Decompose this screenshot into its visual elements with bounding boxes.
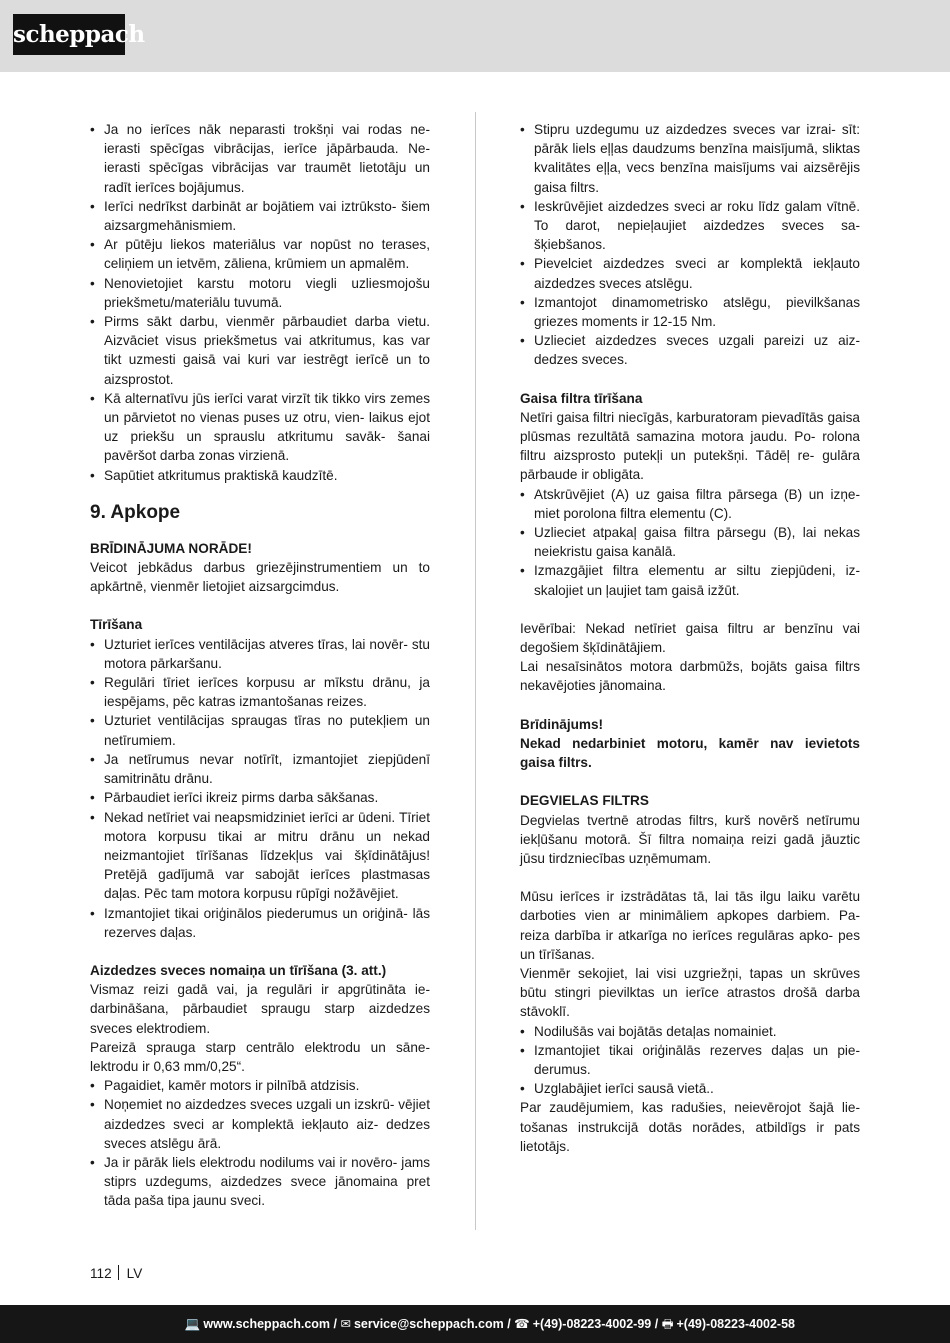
language-code: LV — [126, 1266, 143, 1281]
list-item: • Kā alternatīvu jūs ierīci varat virzīt tik tikko virs zemes un pārvietot no vienas puses uz otru, vien- laikus ejot uz priekšu un sprauslu atkritumu savāk- šanai pavēršot darba zonas virzienā. — [90, 389, 430, 466]
page-footer: 💻 www.scheppach.com / ✉ service@scheppach.com / ☎ +(49)-08223-4002-99 / 🖶 +(49)-08223-4002-58 — [0, 1305, 950, 1343]
fuel-filter-text: Degvielas tvertnē atrodas filtrs, kurš novērš netīrumu iekļūšanu motorā. Šī filtra nomaiņa reizi gadā jāuztic jūsu tirdzniecības uzņēmumam. — [520, 812, 860, 866]
list-item: • Ierīci nedrīkst darbināt ar bojātiem vai iztrūksto- šiem aizsargmehānismiem. — [90, 197, 430, 235]
air-filter-heading: Gaisa filtra tīrīšana — [520, 390, 643, 406]
list-item: • Nodilušās vai bojātās detaļas nomainiet. — [520, 1022, 860, 1041]
list-item: • Izmantojiet tikai oriģinālās rezerves daļas un pie- derumus. — [520, 1041, 860, 1079]
cleaning-bullet-list — [90, 635, 430, 942]
maintenance-text-2: Vienmēr sekojiet, lai visi uzgriežņi, tapas un skrūves būtu stingri pievilktas un ierīce atrastos drošā darba stāvoklī. — [520, 965, 860, 1020]
list-item: • Ja ir pārāk liels elektrodu nodilums vai ir novēro- jams stiprs uzdegums, aizdedzes svece jānomaina pret tāda paša tipa jaunu sveci. — [90, 1153, 430, 1211]
list-item: • Stipru uzdegumu uz aizdedzes sveces var izrai- sīt: pārāk liels eļļas daudzums benzīna maisījumā, sliktas kvalitātes eļļa, vecs benzīna maisījums vai aizsērējis gaisa filtrs. — [520, 120, 860, 197]
note-text: Ievērībai: Nekad netīriet gaisa filtru ar benzīnu vai degošiem šķīdinātājiem. — [520, 620, 860, 656]
list-item: • Noņemiet no aizdedzes sveces uzgali un izskrū- vējiet aizdedzes sveci ar komplektā iekļauto aiz- dedzes sveces atslēgu ārā. — [90, 1095, 430, 1153]
footer-fax: +(49)-08223-4002-58 — [676, 1317, 795, 1331]
list-item: • Regulāri tīriet ierīces korpusu ar mīkstu drānu, ja iespējams, pēc katras izmantošanas reizes. — [90, 673, 430, 711]
list-item: • Izmantojiet tikai oriģinālos piederumus un oriģinā- lās rezerves daļas. — [90, 904, 430, 942]
page-number: 112 — [90, 1266, 112, 1281]
list-item: • Ja no ierīces nāk neparasti trokšņi vai rodas ne- ierasti spēcīgas vibrācijas, ierīce jāpārbauda. Ne- ierasti spēcīgas vibrācijas var traumēt lietotāju un radīt ierīces bojājumus. — [90, 120, 430, 197]
footer-email[interactable]: service@scheppach.com — [353, 1317, 504, 1331]
maintenance-text: Mūsu ierīces ir izstrādātas tā, lai tās ilgu laiku varētu darboties vien ar minimāliem apkopes darbiem. Pa- reiza darbība ir atkarīga no ierīces regulāras apko- pes un tīrīšanas. — [520, 889, 860, 962]
list-item: • Uzturiet ierīces ventilācijas atveres tīras, lai novēr- stu motora pārkaršanu. — [90, 635, 430, 673]
list-item: • Pievelciet aizdedzes sveci ar komplektā iekļauto aizdedzes sveces atslēgu. — [520, 254, 860, 292]
cleaning-heading: Tīrīšana — [90, 617, 143, 633]
list-item: • Ar pūtēju liekos materiālus var nopūst no terases, celiņiem un ietvēm, zāliena, krūmiem un apmalēm. — [90, 235, 430, 273]
list-item: • Ieskrūvējiet aizdedzes sveci ar roku līdz galam vītnē. To darot, nepieļaujiet aizdedzes sveces sa- šķiebšanos. — [520, 197, 860, 255]
maintenance-bullet-list — [520, 1022, 860, 1099]
warning-heading: BRĪDINĀJUMA NORĀDE! — [90, 540, 252, 556]
list-item: • Uzturiet ventilācijas spraugas tīras no putekļiem un netīrumiem. — [90, 711, 430, 749]
list-item: • Pagaidiet, kamēr motors ir pilnībā atdzisis. — [90, 1076, 430, 1095]
list-item: • Uzlieciet aizdedzes sveces uzgali pareizi uz aiz- dedzes sveces. — [520, 331, 860, 369]
spark-plug-heading: Aizdedzes sveces nomaiņa un tīrīšana (3. att.) — [90, 962, 387, 978]
list-item: • Sapūtiet atkritumus praktiskā kaudzītē. — [90, 466, 430, 485]
page-number-block — [90, 1265, 142, 1281]
spark-plug-bullet-list — [90, 1076, 430, 1210]
list-item: • Nenovietojiet karstu motoru viegli uzliesmojošu priekšmetu/materiālu tuvumā. — [90, 274, 430, 312]
footer-phone: +(49)-08223-4002-99 — [532, 1317, 652, 1331]
warning-heading-2: Brīdinājums! — [520, 716, 604, 732]
footer-website[interactable]: www.scheppach.com — [203, 1317, 331, 1331]
spark-plug-gap-text: Pareizā sprauga starp centrālo elektrodu un sāne- lektrodu ir 0,63 mm/0,25“. — [90, 1039, 430, 1074]
note-text-2: Lai nesaīsinātos motora darbmūžs, bojāts gaisa filtrs nekavējoties jānomaina. — [520, 659, 860, 694]
air-filter-bullet-list — [520, 485, 860, 600]
list-item: • Atskrūvējiet (A) uz gaisa filtra pārsega (B) un izņe- miet porolona filtra elementu (C). — [520, 485, 860, 523]
list-item: • Uzlieciet atpakaļ gaisa filtra pārsegu (B), lai nekas neiekristu gaisa kanālā. — [520, 523, 860, 561]
phone-icon: ☎ — [514, 1317, 530, 1331]
warning-text: Veicot jebkādus darbus griezējinstrumentiem un to apkārtnē, vienmēr lietojiet aizsargcimdus. — [90, 560, 430, 595]
section-title: 9. Apkope — [90, 501, 181, 523]
air-filter-text: Netīri gaisa filtri niecīgās, karburatoram pievadītās gaisa plūsmas rezultātā samazina motora jaudu. Po- rolona filtru aizsprosto putekļi un putekšņi. Tādēļ re- gulāra pārbaude ir obligāta. — [520, 409, 860, 483]
spark-plug-text: Vismaz reizi gadā vai, ja regulāri ir apgrūtināta ie- darbināšana, pārbaudiet spraugu starp aizdedzes sveces elektrodiem. — [90, 982, 430, 1036]
column-divider — [475, 112, 476, 1230]
warning-text-2: Nekad nedarbiniet motoru, kamēr nav ievietots gaisa filtrs. — [520, 735, 860, 771]
list-item: • Uzglabājiet ierīci sausā vietā.. — [520, 1079, 860, 1098]
intro-bullet-list — [90, 120, 430, 485]
page-header — [0, 0, 950, 72]
computer-icon: 💻 — [184, 1317, 201, 1331]
brand-logo: scheppach — [13, 14, 125, 55]
mail-icon: ✉ — [340, 1317, 351, 1331]
spark-plug-bullet-list-cont — [520, 120, 860, 370]
list-item: • Izmantojot dinamometrisko atslēgu, pievilkšanas griezes moments ir 12-15 Nm. — [520, 293, 860, 331]
left-column — [90, 120, 430, 1211]
closing-text: Par zaudējumiem, kas radušies, neievērojot šajā lie- tošanas instrukcijā dotās norādes, atbildīgs ir pats lietotājs. — [520, 1100, 860, 1154]
list-item: • Pārbaudiet ierīci ikreiz pirms darba sākšanas. — [90, 788, 430, 807]
list-item: • Ja netīrumus nevar notīrīt, izmantojiet ziepjūdenī samitrinātu drānu. — [90, 750, 430, 788]
right-column — [520, 120, 860, 1156]
list-item: • Nekad netīriet vai neapsmidziniet ierīci ar ūdeni. Tīriet motora korpusu tikai ar mitru drānu un nekad neizmantojiet tīrīšanas līdzekļus vai šķīdinātājus! Pretējā gadījumā var sabojāt ierīces plastmasas daļas. Pēc tam motora korpusu rūpīgi nožāvējiet. — [90, 808, 430, 904]
list-item: • Izmazgājiet filtra elementu ar siltu ziepjūdeni, iz- skalojiet un ļaujiet tam gaisā izžūt. — [520, 561, 860, 599]
list-item: • Pirms sākt darbu, vienmēr pārbaudiet darba vietu. Aizvāciet visus priekšmetus vai atkritumus, kas var tikt uzmesti gaisā vai kuri var iestrēgt ierīcē un to aizsprostot. — [90, 312, 430, 389]
fax-icon: 🖶 — [661, 1317, 674, 1331]
fuel-filter-heading: DEGVIELAS FILTRS — [520, 793, 649, 809]
